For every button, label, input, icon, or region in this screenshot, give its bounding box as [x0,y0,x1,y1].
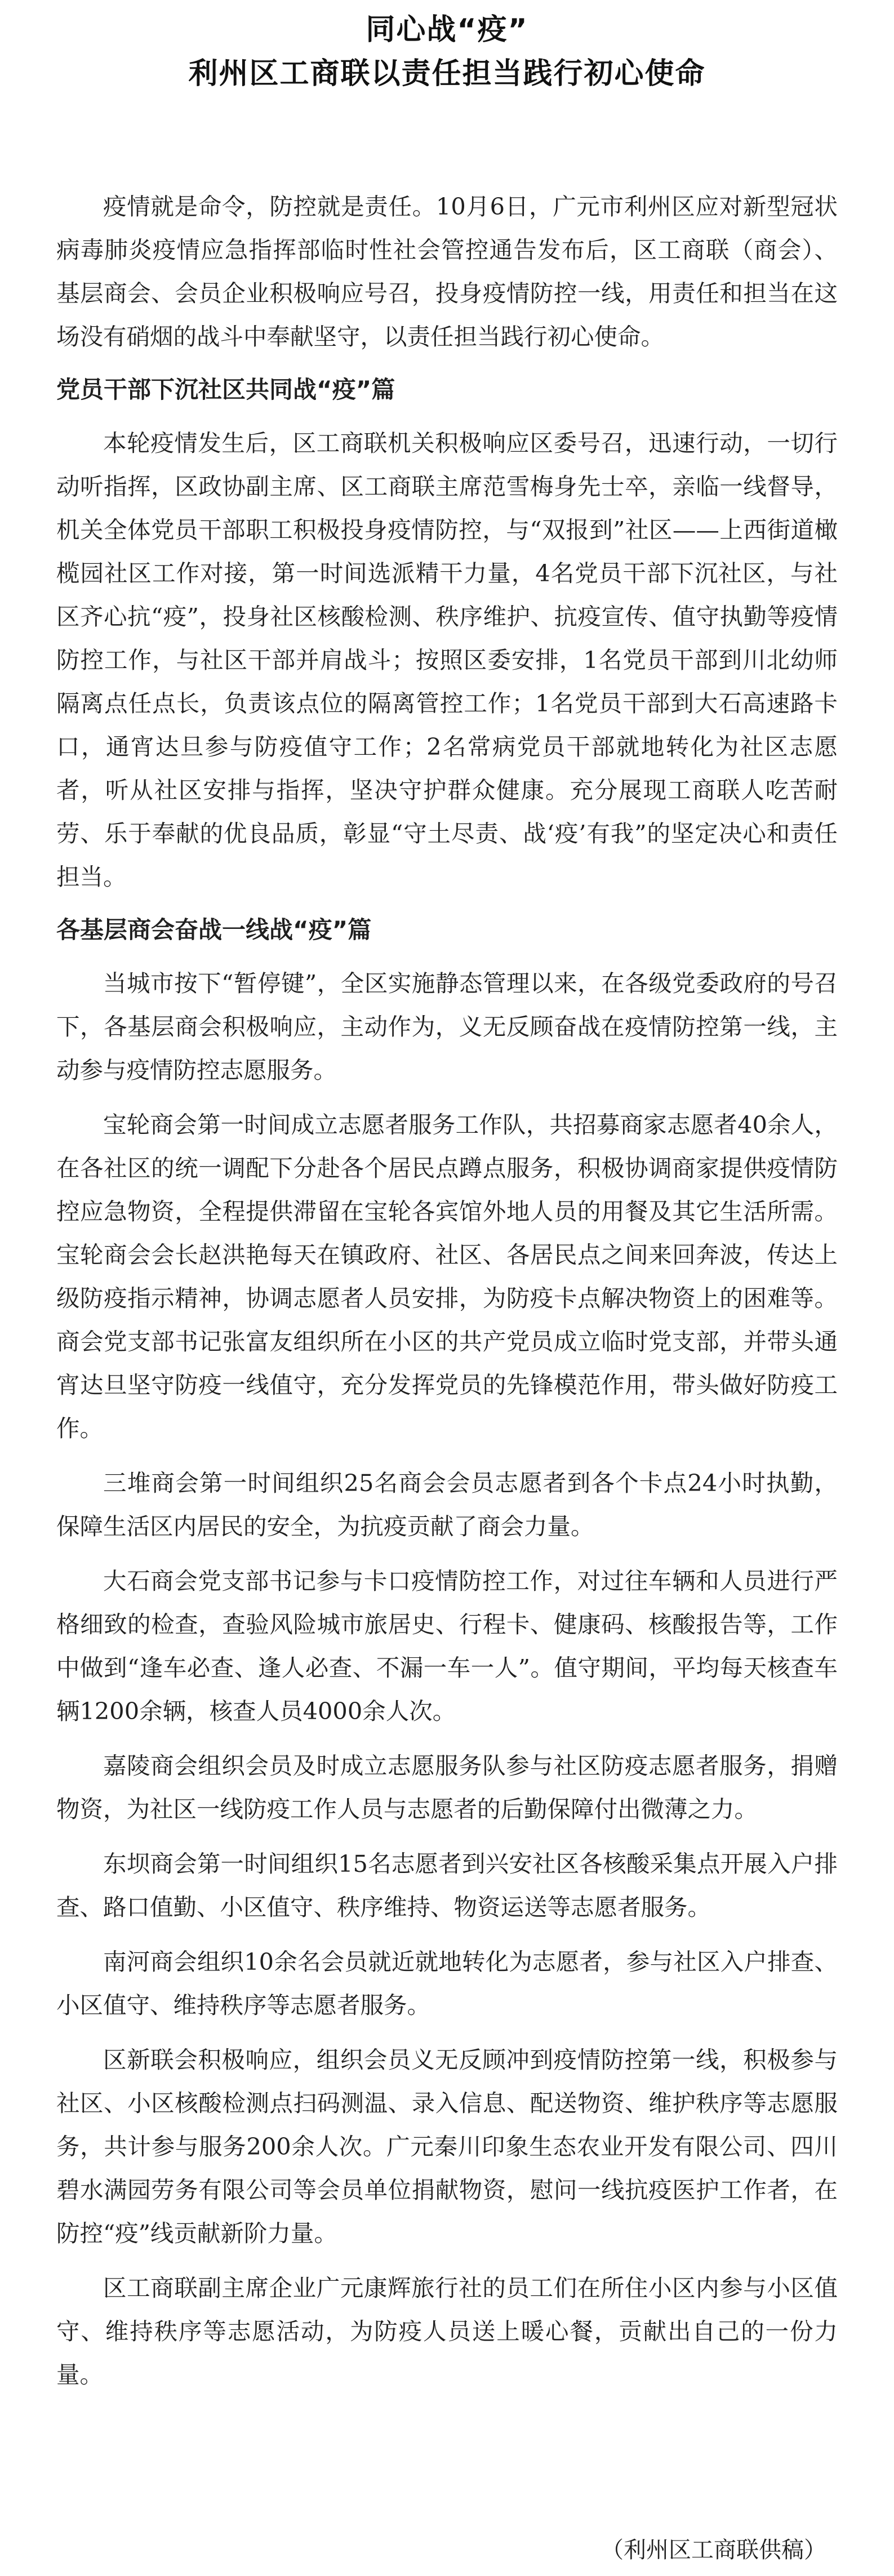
article-body [56,185,838,2396]
title-block [56,0,838,96]
paragraph: 东坝商会第一时间组织15名志愿者到兴安社区各核酸采集点开展入户排查、路口值勤、小区值守、秩序维持、物资运送等志愿者服务。 [56,1850,838,1921]
section-heading-chambers: 各基层商会奋战一线战“疫”篇 [56,916,372,944]
paragraph: 本轮疫情发生后，区工商联机关积极响应区委号召，迅速行动，一切行动听指挥，区政协副主席、区工商联主席范雪梅身先士卒，亲临一线督导，机关全体党员干部职工积极投身疫情防控，与“双报到”社区——上西街道橄榄园社区工作对接，第一时间选派精干力量，4名党员干部下沉社区，与社区齐心抗“疫”，投身社区核酸检测、秩序维护、抗疫宣传、值守执勤等疫情防控工作，与社区干部并肩战斗；按照区委安排，1名党员干部到川北幼师隔离点任点长，负责该点位的隔离管控工作；1名党员干部到大石高速路卡口，通宵达旦参与防疫值守工作；2名常病党员干部就地转化为社区志愿者，听从社区安排与指挥，坚决守护群众健康。充分展现工商联人吃苦耐劳、乐于奉献的优良品质，彰显“守土尽责、战‘疫’有我”的坚定决心和责任担当。 [56,429,838,891]
source-credit: （利州区工商联供稿） [601,2537,826,2563]
section-heading-party-members: 党员干部下沉社区共同战“疫”篇 [56,376,395,403]
article-title-line-1: 同心战“疫” [366,13,528,47]
paragraph: 区新联会积极响应，组织会员义无反顾冲到疫情防控第一线，积极参与社区、小区核酸检测点扫码测温、录入信息、配送物资、维护秩序等志愿服务，共计参与服务200余人次。广元秦川印象生态农业开发有限公司、四川碧水满园劳务有限公司等会员单位捐献物资，慰问一线抗疫医护工作者，在防控“疫”线贡献新阶力量。 [56,2046,838,2247]
paragraph: 宝轮商会第一时间成立志愿者服务工作队，共招募商家志愿者40余人，在各社区的统一调配下分赴各个居民点蹲点服务，积极协调商家提供疫情防控应急物资，全程提供滞留在宝轮各宾馆外地人员的用餐及其它生活所需。宝轮商会会长赵洪艳每天在镇政府、社区、各居民点之间来回奔波，传达上级防疫指示精神，协调志愿者人员安排，为防疫卡点解决物资上的困难等。商会党支部书记张富友组织所在小区的共产党员成立临时党支部，并带头通宵达旦坚守防疫一线值守，充分发挥党员的先锋模范作用，带头做好防疫工作。 [56,1111,838,1442]
paragraph: 南河商会组织10余名会员就近就地转化为志愿者，参与社区入户排查、小区值守、维持秩序等志愿者服务。 [56,1948,838,2019]
paragraph: 三堆商会第一时间组织25名商会会员志愿者到各个卡点24小时执勤，保障生活区内居民的安全，为抗疫贡献了商会力量。 [56,1469,838,1540]
paragraph: 当城市按下“暂停键”，全区实施静态管理以来，在各级党委政府的号召下，各基层商会积极响应，主动作为，义无反顾奋战在疫情防控第一线，主动参与疫情防控志愿服务。 [56,969,838,1084]
intro-paragraph: 疫情就是命令，防控就是责任。10月6日，广元市利州区应对新型冠状病毒肺炎疫情应急指挥部临时性社会管控通告发布后，区工商联（商会）、基层商会、会员企业积极响应号召，投身疫情防控一线，用责任和担当在这场没有硝烟的战斗中奉献坚守，以责任担当践行初心使命。 [56,193,838,350]
paragraph: 嘉陵商会组织会员及时成立志愿服务队参与社区防疫志愿者服务，捐赠物资，为社区一线防疫工作人员与志愿者的后勤保障付出微薄之力。 [56,1752,838,1823]
paragraph: 区工商联副主席企业广元康辉旅行社的员工们在所住小区内参与小区值守、维持秩序等志愿活动，为防疫人员送上暖心餐，贡献出自己的一份力量。 [56,2274,838,2388]
article-title-line-2: 利州区工商联以责任担当践行初心使命 [188,57,706,91]
paragraph: 大石商会党支部书记参与卡口疫情防控工作，对过往车辆和人员进行严格细致的检查，查验风险城市旅居史、行程卡、健康码、核酸报告等，工作中做到“逢车必查、逢人必查、不漏一车一人”。值守期间，平均每天核查车辆1200余辆，核查人员4000余人次。 [56,1567,838,1725]
